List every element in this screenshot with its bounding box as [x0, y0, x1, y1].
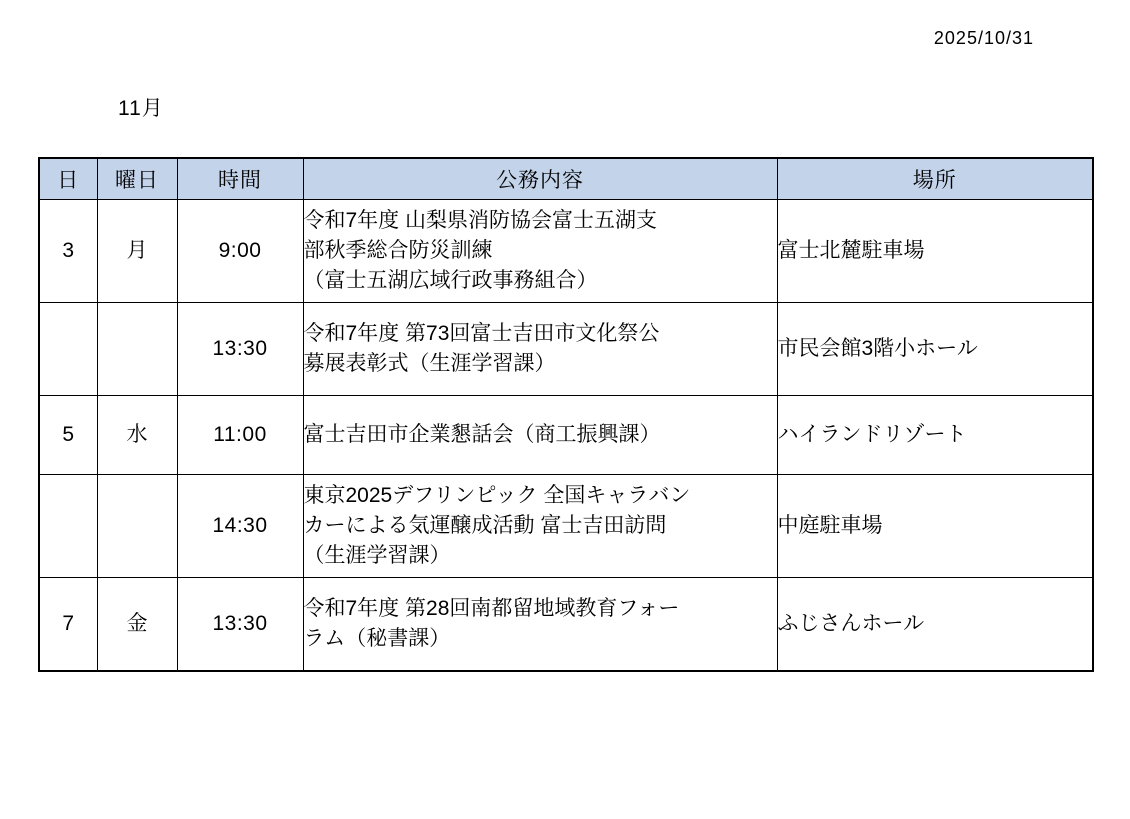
detail-line: （生涯学習課）: [303, 543, 451, 567]
cell-weekday: [97, 475, 177, 578]
cell-place: ふじさんホール: [777, 578, 1093, 672]
cell-detail: [303, 200, 777, 303]
column-header-time: 時間: [177, 158, 303, 200]
column-header-place: 場所: [777, 158, 1093, 200]
cell-place: 中庭駐車場: [777, 475, 1093, 578]
detail-line: カーによる気運醸成活動 富士吉田訪問: [303, 514, 667, 538]
cell-place: 市民会館3階小ホール: [777, 303, 1093, 396]
cell-day: 5: [39, 396, 97, 475]
cell-day: [39, 475, 97, 578]
cell-day: 7: [39, 578, 97, 672]
cell-time: 13:30: [177, 578, 303, 672]
table-row: [39, 303, 1093, 396]
cell-weekday: 月: [97, 200, 177, 303]
column-header-weekday: 曜日: [97, 158, 177, 200]
detail-line: 令和7年度 第73回富士吉田市文化祭公: [303, 322, 660, 346]
cell-place: ハイランドリゾート: [777, 396, 1093, 475]
cell-time: 11:00: [177, 396, 303, 475]
column-header-detail: 公務内容: [303, 158, 777, 200]
detail-line: 富士吉田市企業懇話会（商工振興課）: [303, 423, 661, 447]
table-row: [39, 475, 1093, 578]
table-row: [39, 396, 1093, 475]
schedule-table: [38, 157, 1094, 672]
cell-detail: [303, 475, 777, 578]
cell-weekday: 金: [97, 578, 177, 672]
cell-day: [39, 303, 97, 396]
detail-line: 部秋季総合防災訓練: [303, 239, 493, 263]
table-header-row: [39, 158, 1093, 200]
column-header-day: 日: [39, 158, 97, 200]
table-row: [39, 200, 1093, 303]
detail-line: 令和7年度 山梨県消防協会富士五湖支: [303, 209, 658, 233]
month-label: 11月: [118, 97, 164, 120]
cell-detail: [303, 396, 777, 475]
document-date: 2025/10/31: [933, 28, 1034, 48]
detail-line: （富士五湖広域行政事務組合）: [303, 268, 598, 292]
cell-day: 3: [39, 200, 97, 303]
detail-line: 令和7年度 第28回南都留地域教育フォー: [303, 597, 680, 621]
cell-weekday: 水: [97, 396, 177, 475]
cell-time: 9:00: [177, 200, 303, 303]
detail-line: 東京2025デフリンピック 全国キャラバン: [303, 484, 691, 508]
cell-detail: [303, 578, 777, 672]
cell-time: 13:30: [177, 303, 303, 396]
detail-line: ラム（秘書課）: [303, 627, 451, 650]
cell-detail: [303, 303, 777, 396]
cell-time: 14:30: [177, 475, 303, 578]
table-row: [39, 578, 1093, 672]
detail-line: 募展表彰式（生涯学習課）: [303, 352, 556, 375]
schedule-table-wrapper: [38, 157, 1092, 672]
cell-weekday: [97, 303, 177, 396]
cell-place: 富士北麓駐車場: [777, 200, 1093, 303]
